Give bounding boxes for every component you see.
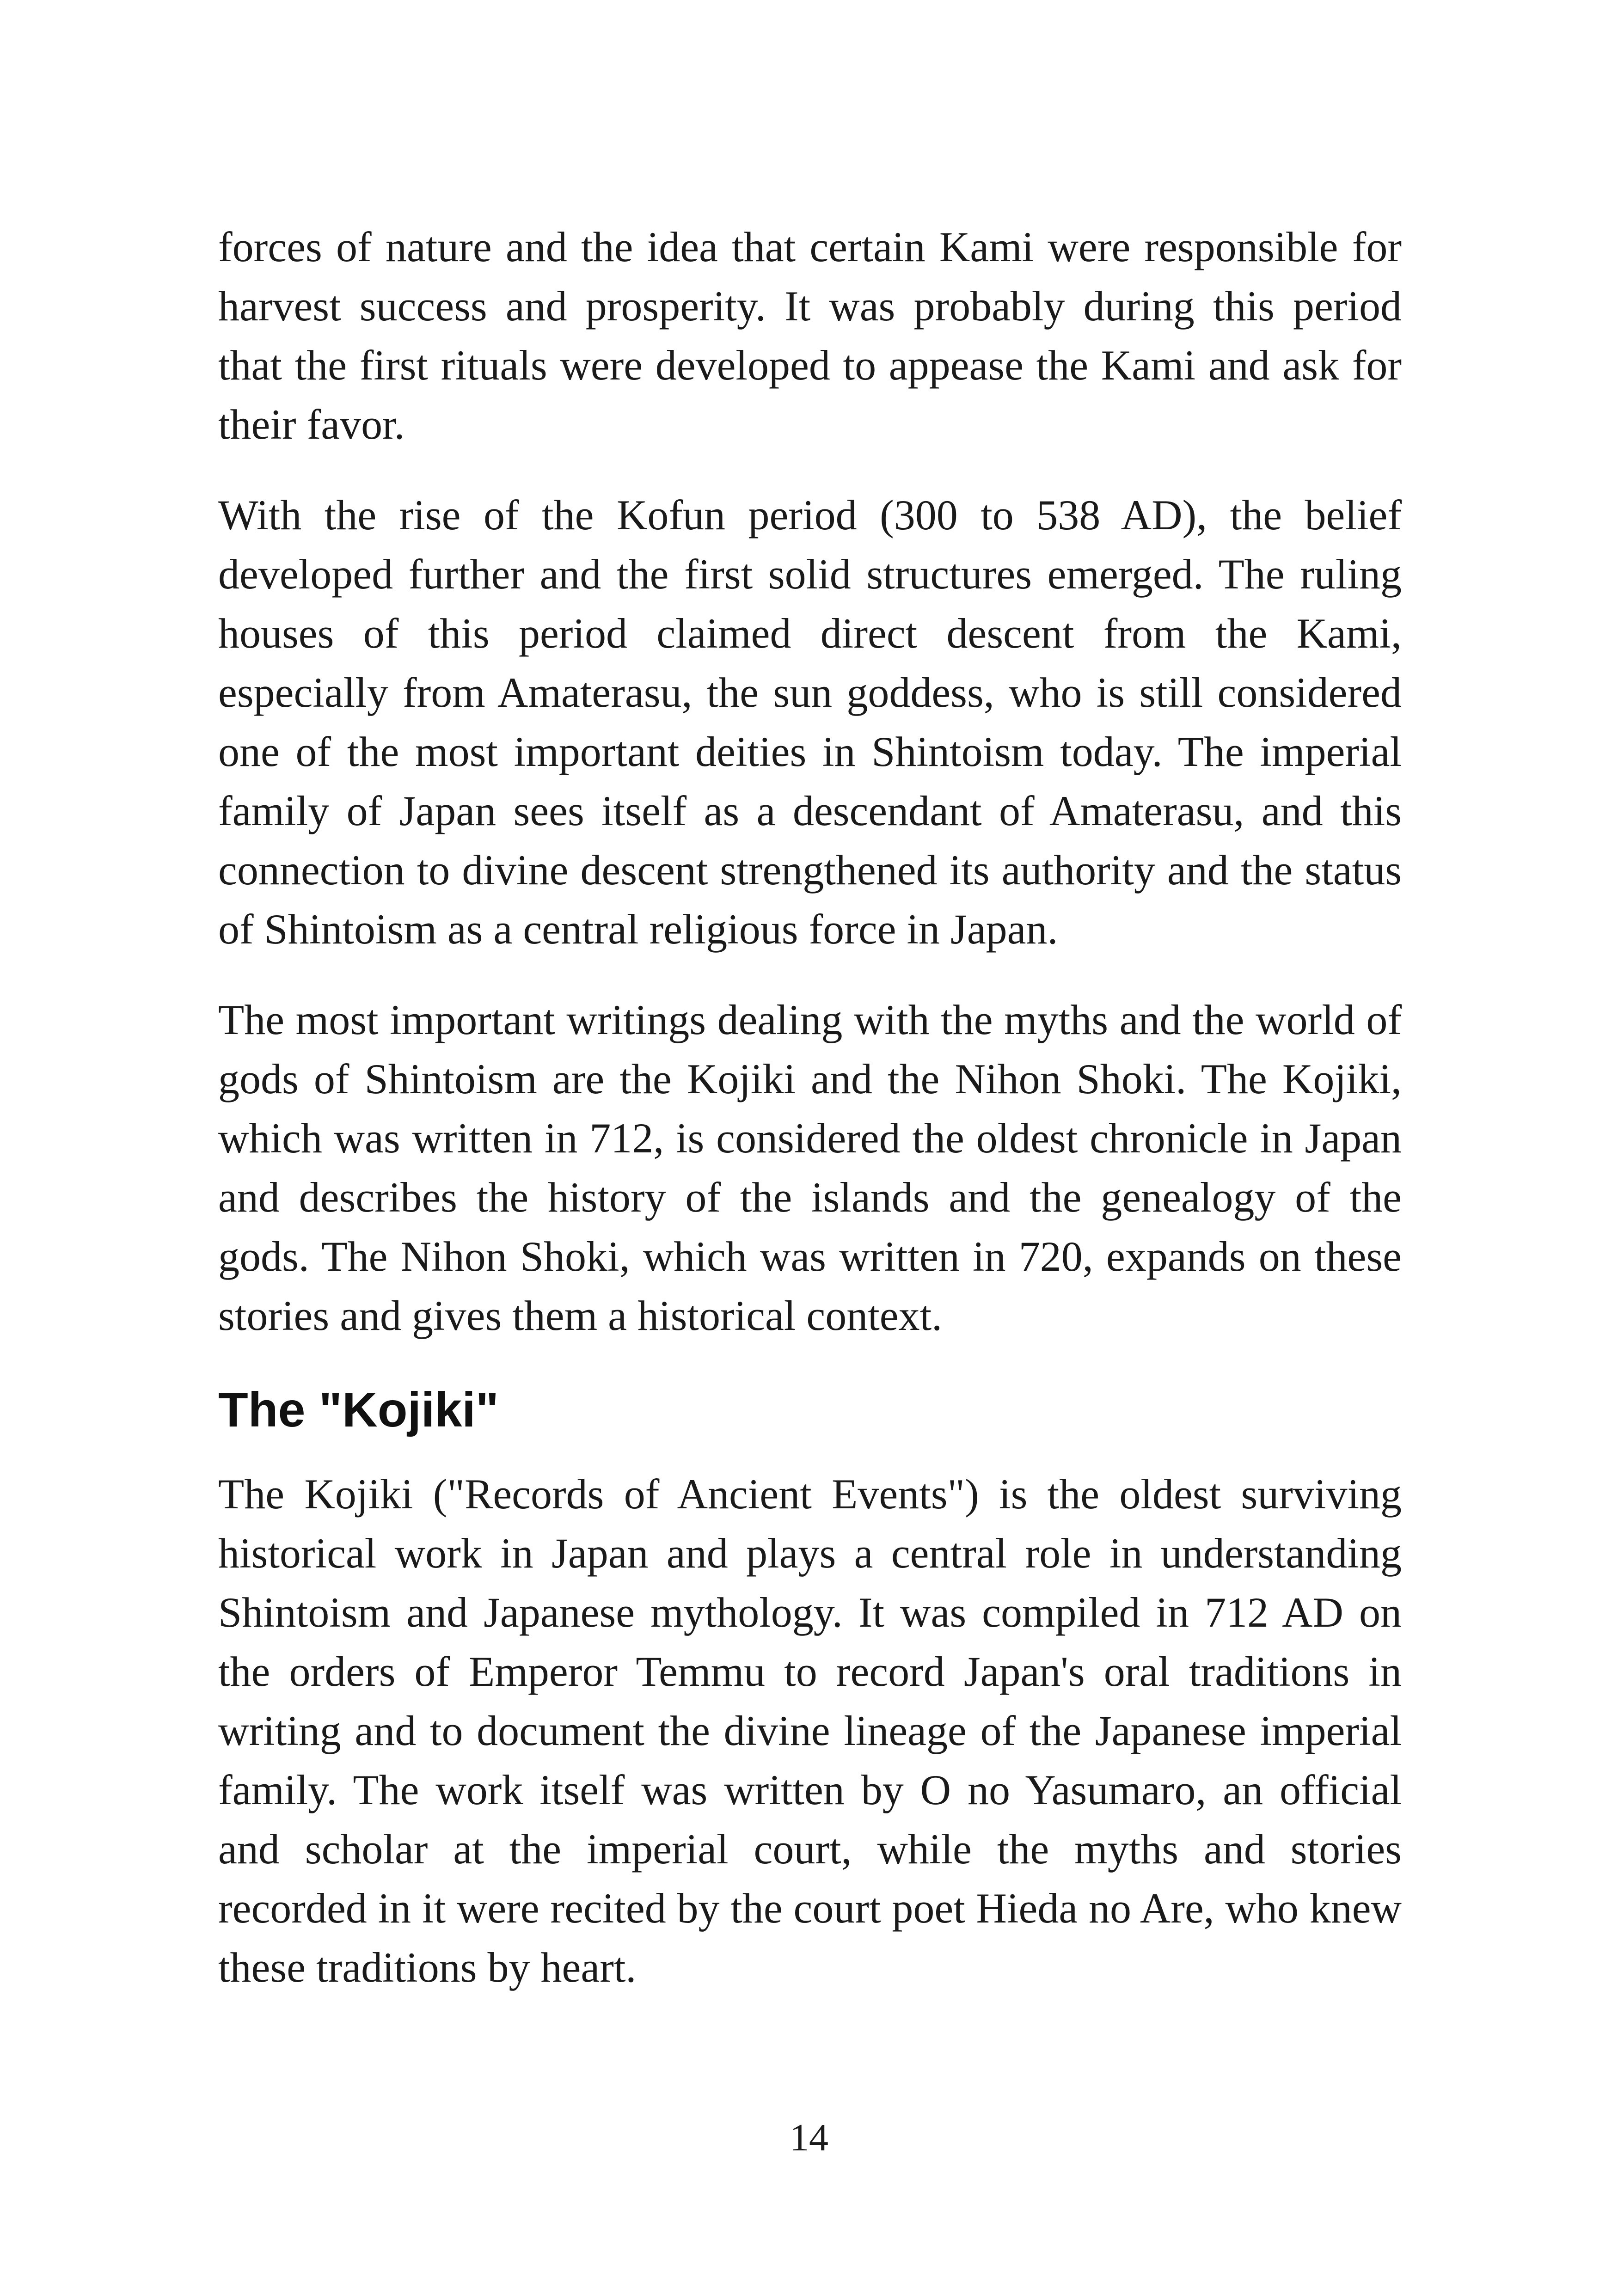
paragraph-kofun-period: With the rise of the Kofun period (300 to 538 AD), the belief developed further and the first solid structures emerged. The ruling houses of this period claimed direct descent from the Kami, especially from Amaterasu, the sun goddess, who is still considered one of the most important deities in Shintoism today. The imperial family of Japan sees itself as a descendant of Amaterasu, and this connection to divine descent strengthened its authority and the status of Shintoism as a central religious force in Japan. — [218, 491, 1402, 953]
paragraph-important-writings: The most important writings dealing with the myths and the world of gods of Shintoism are the Kojiki and the Nihon Shoki. The Kojiki, which was written in 712, is considered the oldest chronicle in Japan and describes the history of the islands and the genealogy of the gods. The Nihon Shoki, which was written in 720, expands on these stories and gives them a historical context. — [218, 996, 1402, 1339]
paragraph-kojiki-description: The Kojiki ("Records of Ancient Events") is the oldest surviving historical work in Japan and plays a central role in understanding Shintoism and Japanese mythology. It was compiled in 712 AD on the orders of Emperor Temmu to record Japan's oral traditions in writing and to document the divine lineage of the Japanese imperial family. The work itself was written by O no Yasumaro, an official and scholar at the imperial court, while the myths and stories recorded in it were recited by the court poet Hieda no Are, who knew these traditions by heart. — [218, 1470, 1402, 1991]
paragraph-kami-rituals: forces of nature and the idea that certain Kami were responsible for harvest success and prosperity. It was probably during this period that the first rituals were developed to appease the Kami and ask for their favor. — [218, 223, 1402, 448]
page-body — [218, 217, 1402, 2028]
section-heading-kojiki: The "Kojiki" — [218, 1383, 499, 1437]
page-number: 14 — [790, 2116, 828, 2159]
